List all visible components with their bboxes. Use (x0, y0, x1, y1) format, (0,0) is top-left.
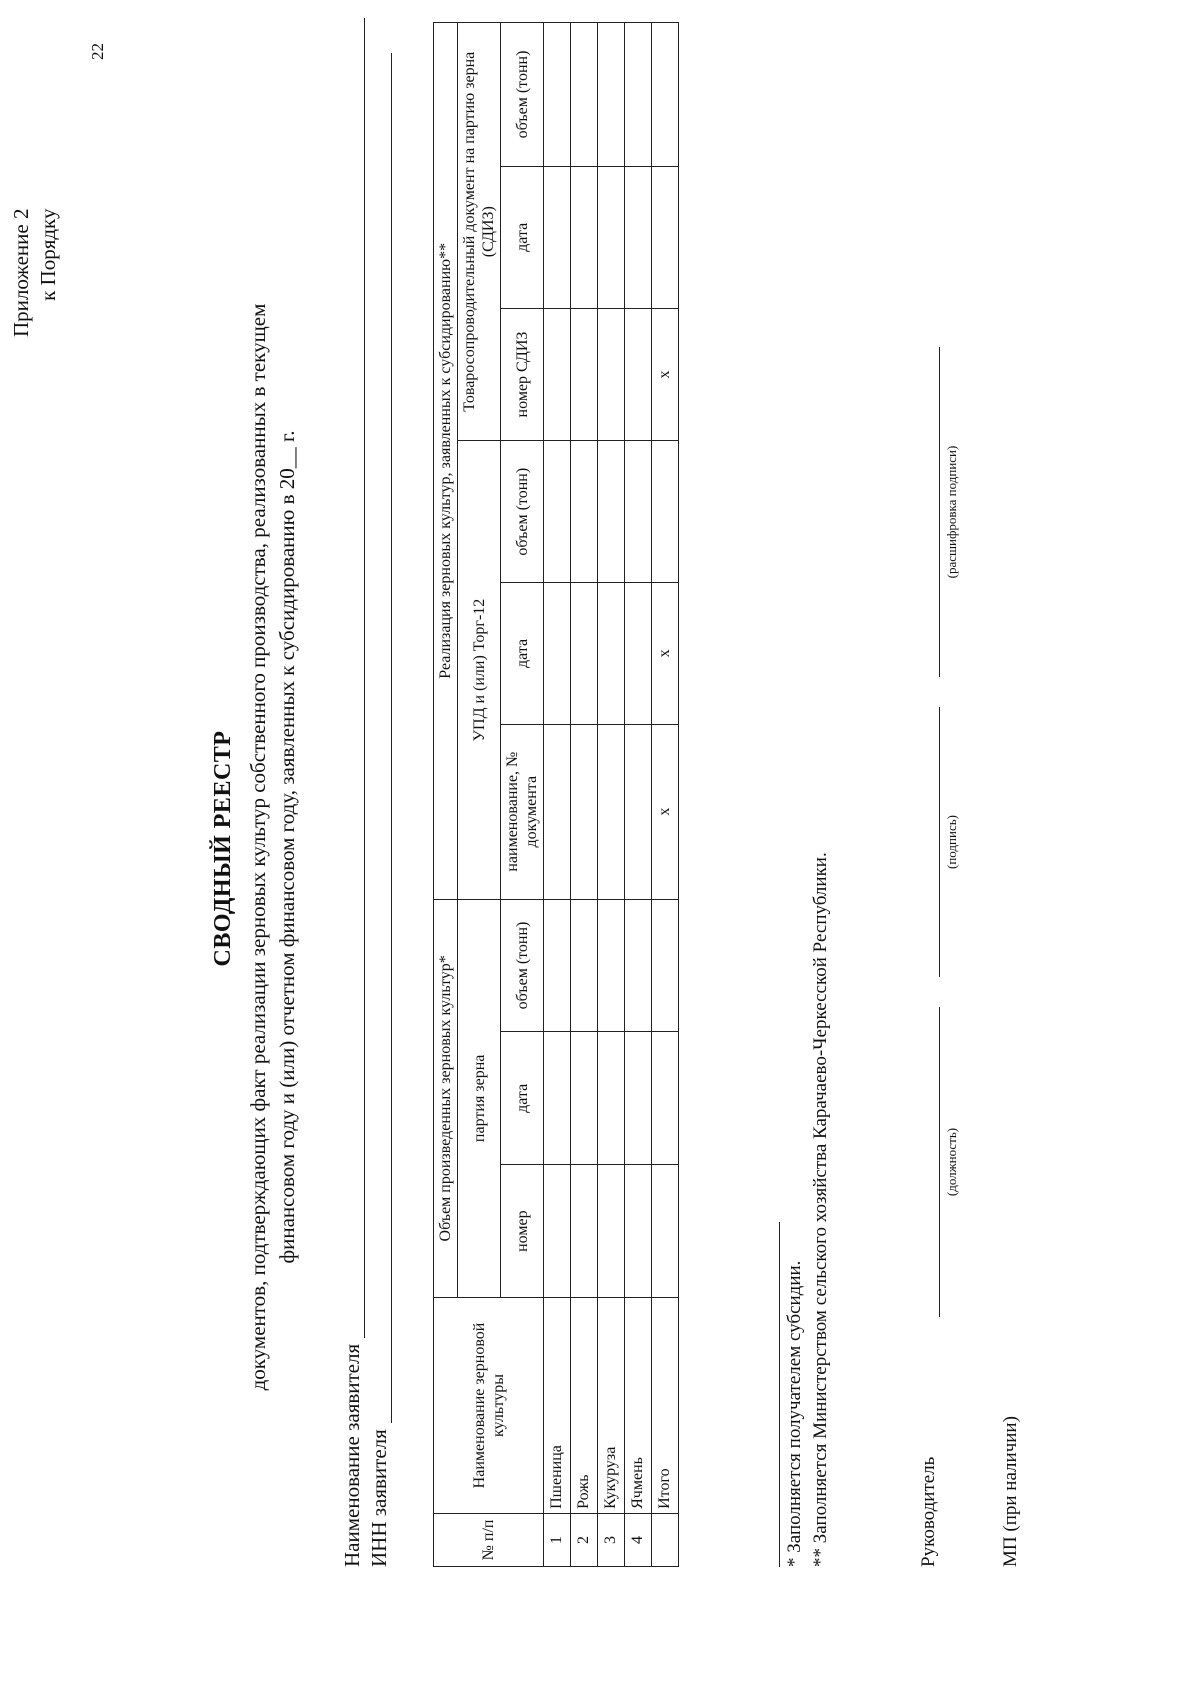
signature-line (938, 707, 940, 977)
signature-caption: (подпись) (944, 815, 959, 869)
footnote-2: ** Заполняется Министерством сельского хозяйства Карачаево-Черкесской Республики. (810, 852, 831, 1567)
applicant-inn-field (367, 53, 392, 1567)
total-upd-name-mark: x (652, 724, 679, 899)
header-upd-date: дата (501, 583, 544, 725)
row-crop: Кукуруза (598, 1298, 625, 1514)
header-sdiz-number: номер СДИЗ (501, 308, 544, 441)
table-row (571, 23, 598, 1567)
page-number: 22 (88, 43, 107, 60)
register-table (433, 22, 679, 1567)
header-batch-date: дата (501, 1032, 544, 1165)
applicant-name-line (344, 18, 365, 1338)
decoding-line (938, 347, 940, 677)
header-sdiz: Товаросопроводительный документ на партию зерна (СДИЗ) (458, 23, 501, 441)
total-sdiz-number-mark: x (652, 308, 679, 441)
row-num: 1 (544, 1513, 571, 1566)
table-row (598, 23, 625, 1567)
table-total-row (652, 23, 679, 1567)
header-batch: партия зерна (458, 899, 501, 1297)
header-batch-number: номер (501, 1165, 544, 1298)
appendix-line-2: к Порядку (36, 208, 60, 301)
row-num: 3 (598, 1513, 625, 1566)
applicant-name-field (340, 18, 365, 1567)
row-crop: Ячмень (625, 1298, 652, 1514)
header-volume-group: Объем произведенных зерновых культур* (434, 899, 458, 1297)
header-sdiz-volume: объем (тонн) (501, 23, 544, 167)
applicant-inn-label: ИНН заявителя (367, 1429, 391, 1567)
header-upd-name: наименование, № документа (501, 724, 544, 899)
decoding-caption: (расшифровка подписи) (944, 445, 959, 579)
table-row (625, 23, 652, 1567)
appendix-line-1: Приложение 2 (9, 208, 33, 337)
document-title: СВОДНЫЙ РЕЕСТР (210, 730, 236, 967)
applicant-name-label: Наименование заявителя (340, 1343, 364, 1567)
footnote-rule (779, 1222, 780, 1567)
header-realization-group: Реализация зерновых культур, заявленных к субсидированию** (434, 23, 458, 900)
position-caption: (должность) (944, 1127, 959, 1197)
header-num: № п/п (434, 1513, 544, 1566)
row-crop: Рожь (571, 1298, 598, 1514)
footnote-1: * Заполняется получателем субсидии. (784, 1260, 805, 1567)
header-batch-volume: объем (тонн) (501, 899, 544, 1032)
table-row (544, 23, 571, 1567)
header-upd-volume: объем (тонн) (501, 441, 544, 583)
applicant-inn-line (371, 53, 392, 1423)
appendix-note (8, 209, 62, 337)
header-sdiz-date: дата (501, 166, 544, 308)
position-line (938, 1007, 940, 1317)
header-upd: УПД и (или) Торг-12 (458, 441, 501, 899)
total-upd-date-mark: x (652, 583, 679, 725)
head-label: Руководитель (918, 1456, 939, 1567)
stamp-label: МП (при наличии) (1000, 1416, 1021, 1567)
document-subtitle: документов, подтверждающих факт реализации зерновых культур собственного производства, реализованных в текущем финансовом году и (или) отчетном финансовом году, заявленных к субсидированию в 20__ г. (246, 303, 299, 1391)
header-crop-name: Наименование зерновой культуры (434, 1298, 544, 1514)
total-label: Итого (652, 1298, 679, 1514)
row-num: 4 (625, 1513, 652, 1566)
row-num: 2 (571, 1513, 598, 1566)
row-crop: Пшеница (544, 1298, 571, 1514)
